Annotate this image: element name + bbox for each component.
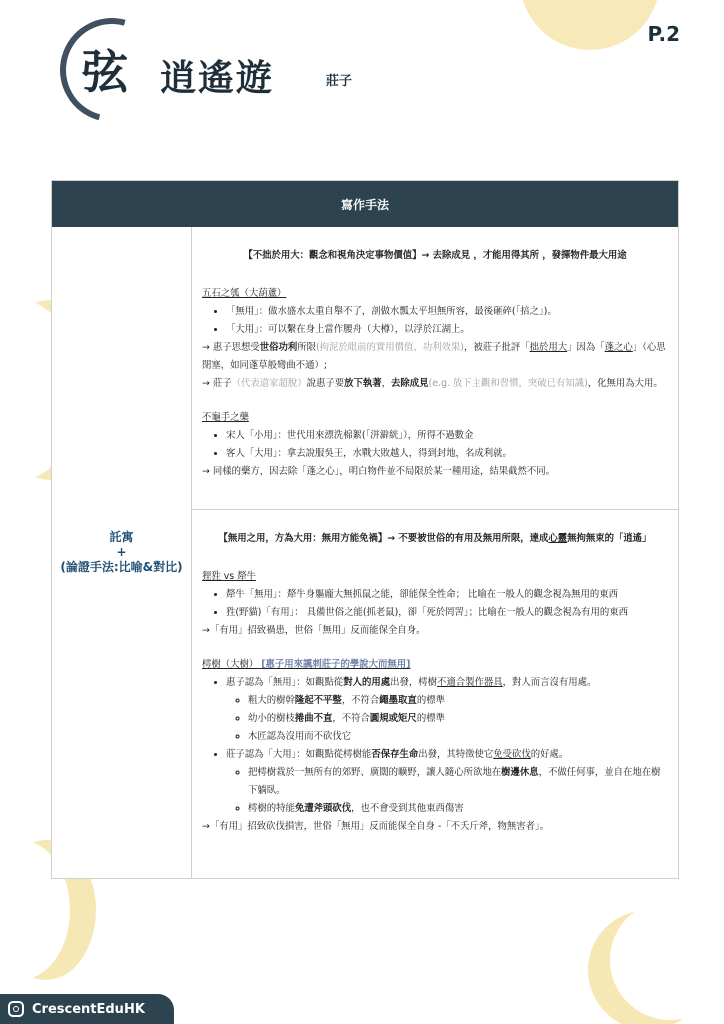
list-item: ◦ 把樗樹栽於一無所有的郊野、廣闊的曠野，讓人隨心所欲地在樹邊休息，不做任何事，並自在地在樹下躺臥。 xyxy=(248,764,668,800)
page-number: P.2 xyxy=(647,22,680,46)
section-usefulness-of-useless xyxy=(192,510,678,878)
list-item: ◦ 樗樹的特能免遭斧頭砍伐，也不會受到其他東西傷害 xyxy=(248,800,668,818)
bullet-list xyxy=(202,586,668,622)
section-not-using-big xyxy=(192,227,678,510)
social-handle[interactable]: CrescentEduHK xyxy=(32,1001,145,1017)
left-label-line3: (論證手法:比喻&對比) xyxy=(60,560,183,574)
left-label-line2: + xyxy=(116,545,127,559)
author-label: 莊子 xyxy=(326,74,353,89)
list-item: • 莊子認為「大用」：如觀點從樗樹能否保存生命出發，其特徵使它免受砍伐的好處。 ◦ 把樗樹栽於一無所有的郊野、廣闊的曠野，讓人隨心所欲地在樹邊休息，不做任何事，並自在地在樹下躺臥。 ◦ 樗樹的特能免遭斧頭砍伐，也不會受到其他東西傷害 xyxy=(226,746,668,818)
list-item: • 犛牛「無用」：犛牛身軀龐大無抓鼠之能，卻能保全性命； 比喻在一般人的觀念視為無用的東西 xyxy=(226,586,668,604)
right-content-column xyxy=(192,227,678,878)
list-item: • 宋人「小用」：世代用來漂洗棉絮(「洴澼絖」），所得不過數金 xyxy=(226,427,668,445)
table-heading: 寫作手法 xyxy=(52,181,678,227)
conclusion-line: → 同樣的藥方，因去除「蓬之心」，明白物件並不局限於某一種用途，結果截然不同。 xyxy=(202,466,556,477)
header-logo xyxy=(60,18,360,118)
subsection-note: [惠子用來諷刺莊子的學說大而無用] xyxy=(261,659,411,670)
list-item: ◦ 粗大的樹幹隆起不平整，不符合繩墨取直的標準 xyxy=(248,692,668,710)
list-item: • 惠子認為「無用」：如觀點從對人的用處出發，樗樹不適合製作器具，對人而言沒有用處。 ◦ 粗大的樹幹隆起不平整，不符合繩墨取直的標準 ◦ 幼小的樹枝捲曲不直，不符合圓規或矩尺的標準 ◦ 木匠認為沒用而不砍伐它 xyxy=(226,674,668,746)
bullet-list xyxy=(202,303,668,339)
bullet-list xyxy=(202,674,668,818)
left-label-line1: 託寓 xyxy=(109,530,134,544)
left-label-cell xyxy=(52,227,192,878)
section-heading: 【不拙於用大：觀念和視角決定事物價值】→ 去除成見 ，才能用得其所 ，發揮物件最大用途 xyxy=(243,250,627,261)
subsection-title: 樗樹（大樹） [惠子用來諷刺莊子的學說大而無用] xyxy=(202,659,411,670)
sub-bullet-list xyxy=(226,692,668,746)
writing-techniques-table xyxy=(51,180,679,879)
sub-bullet-list xyxy=(226,764,668,818)
page-title: 逍遙遊 xyxy=(160,57,275,99)
subsection-title: 五石之瓠（大葫蘆） xyxy=(202,288,287,299)
list-item: ◦ 木匠認為沒用而不砍伐它 xyxy=(248,728,668,746)
subsection-title: 狸狌 vs 犛牛 xyxy=(202,571,256,582)
subsection-title: 不龜手之藥 xyxy=(202,412,249,423)
instagram-icon xyxy=(8,1001,24,1017)
list-item: • 客人「大用」：拿去說服吳王，水戰大敗越人，得到封地，名成利就。 xyxy=(226,445,668,463)
list-item: • 「大用」：可以繫在身上當作腰舟（大樽），以浮於江湖上。 xyxy=(226,321,668,339)
section-heading: 【無用之用，方為大用：無用方能免禍】→ 不要被世俗的有用及無用所限，達成心靈無拘無束的「逍遙」 xyxy=(218,533,652,544)
list-item: ◦ 幼小的樹枝捲曲不直，不符合圓規或矩尺的標準 xyxy=(248,710,668,728)
bullet-list xyxy=(202,427,668,463)
conclusion-line: →「有用」招致砍伐損害，世俗「無用」反而能保全自身 -「不夭斤斧，物無害者」。 xyxy=(202,821,550,832)
list-item: • 狌(野貓)「有用」： 具備世俗之能(抓老鼠)，卻「死於罔罟」；比喻在一般人的觀念視為有用的東西 xyxy=(226,604,668,622)
conclusion-line: → 惠子思想受世俗功利所限(拘泥於眼前的實用價值、功利效果)，被莊子批評「拙於用大」因為「蓬之心」（心思閉塞，如同蓬草般彎曲不通）; xyxy=(202,342,666,371)
table-body xyxy=(52,227,678,878)
logo-char: 弦 xyxy=(82,45,128,99)
list-item: • 「無用」：做水盛水太重自舉不了，剖做水瓢太平坦無所容，最後砸碎(「掊之」)。 xyxy=(226,303,668,321)
conclusion-line: → 莊子（代表道家超脫）說惠子要放下執著，去除成見(e.g. 放下主觀和習慣，突破已有知識)，化無用為大用。 xyxy=(202,378,663,389)
moon-decoration-bottom-right xyxy=(610,900,724,1020)
conclusion-line: →「有用」招致禍患，世俗「無用」反而能保全自身。 xyxy=(202,625,426,636)
footer-social-bar[interactable] xyxy=(0,994,174,1024)
moon-decoration-top xyxy=(520,0,660,50)
